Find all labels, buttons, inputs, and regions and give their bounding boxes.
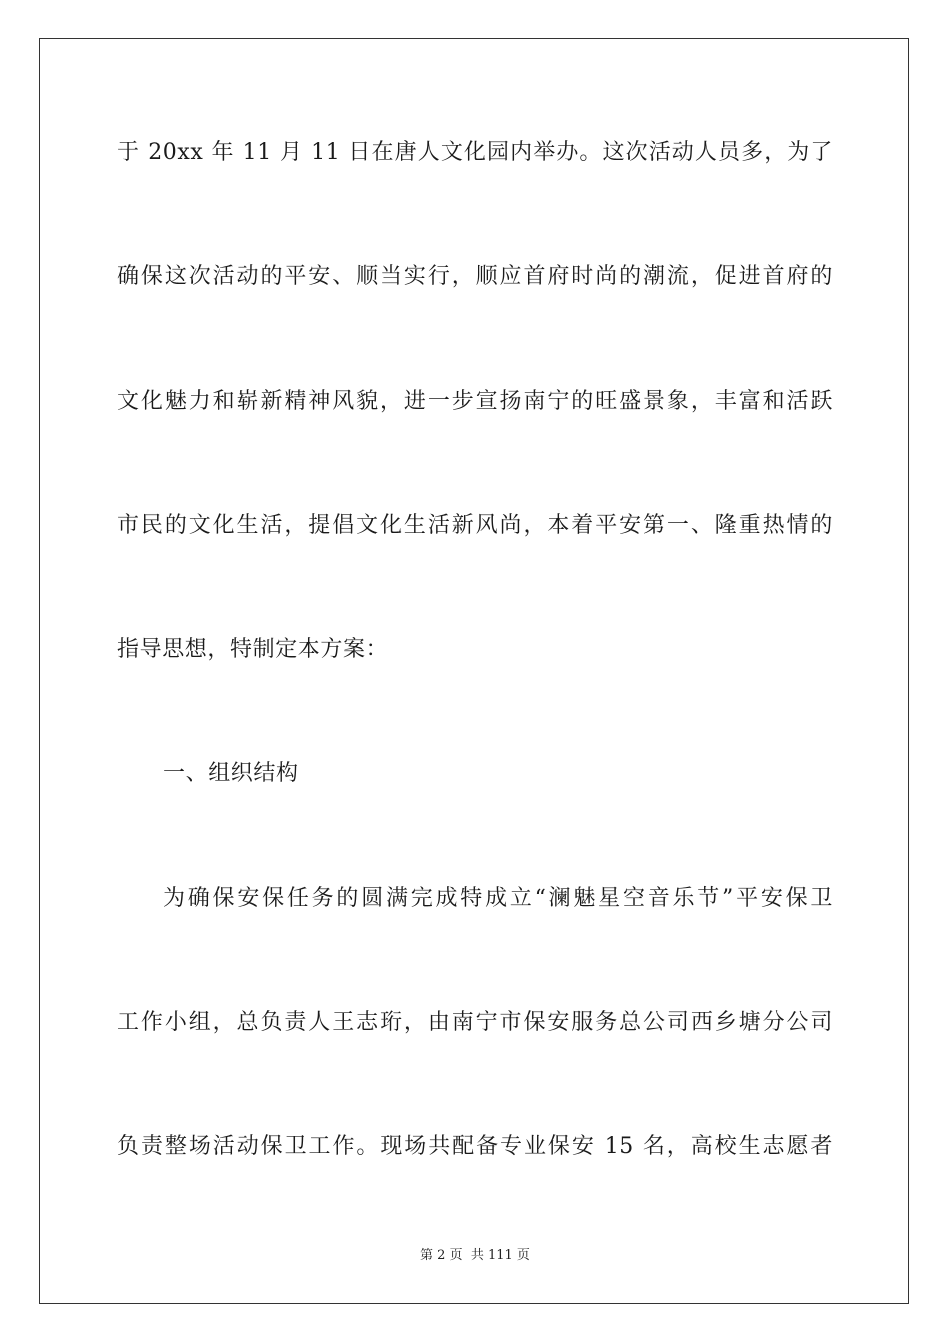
body-line: 于 20xx 年 11 月 11 日在唐人文化园内举办。这次活动人员多，为了 — [117, 140, 833, 165]
body-line: 工作小组，总负责人王志珩，由南宁市保安服务总公司西乡塘分公司 — [117, 1010, 833, 1035]
body-line: 指导思想，特制定本方案： — [117, 637, 389, 662]
body-line: 确保这次活动的平安、顺当实行，顺应首府时尚的潮流，促进首府的 — [117, 264, 833, 289]
body-line: 文化魅力和崭新精神风貌，进一步宣扬南宁的旺盛景象，丰富和活跃 — [117, 389, 833, 414]
body-line: 为确保安保任务的圆满完成特成立“澜魅星空音乐节”平安保卫 — [163, 886, 833, 911]
body-line: 负责整场活动保卫工作。现场共配备专业保安 15 名，高校生志愿者 — [117, 1134, 833, 1159]
page-number-footer: 第 2 页 共 111 页 — [420, 1248, 530, 1263]
body-line: 市民的文化生活，提倡文化生活新风尚，本着平安第一、隆重热情的 — [117, 513, 833, 538]
section-heading: 一、组织结构 — [163, 761, 299, 786]
page-border — [39, 38, 909, 1304]
